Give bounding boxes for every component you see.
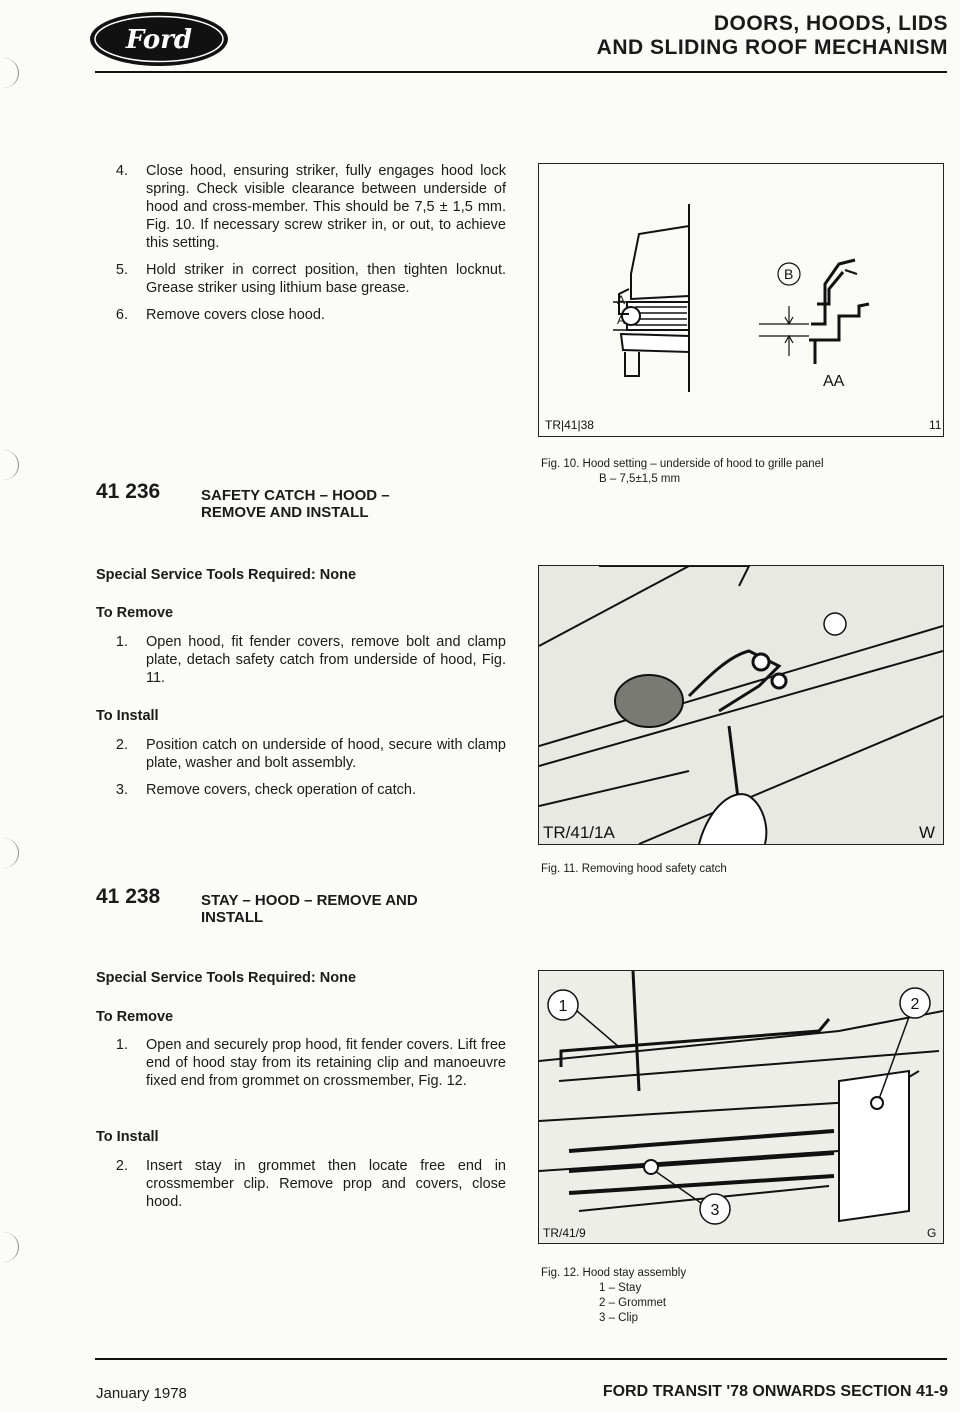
figure-12-hood-stay xyxy=(538,970,944,1244)
ford-logo xyxy=(88,10,230,68)
section-238-heading xyxy=(96,885,506,926)
step-text: Hold striker in correct position, then tighten locknut. Grease striker using lithium base grease. xyxy=(146,262,506,296)
header-rule xyxy=(95,71,947,73)
step-number: 6. xyxy=(115,307,128,323)
list-item xyxy=(96,1157,506,1211)
tools-required: Special Service Tools Required: None xyxy=(96,970,357,986)
step-text: Open hood, fit fender covers, remove bolt and clamp plate, detach safety catch from underside of hood, Fig. 11. xyxy=(146,634,506,686)
intro-steps xyxy=(96,162,506,333)
step-text: Position catch on underside of hood, secure with clamp plate, washer and bolt assembly. xyxy=(146,737,506,771)
figure-code: W xyxy=(919,823,936,842)
caption-line2: B – 7,5±1,5 mm xyxy=(599,473,681,485)
step-number: 4. xyxy=(115,163,128,179)
caption-line2: 1 – Stay xyxy=(599,1282,642,1294)
step-text: Insert stay in grommet then locate free end in crossmember clip. Remove prop and covers, close hood. xyxy=(146,1158,506,1210)
footer-date: January 1978 xyxy=(96,1385,187,1402)
label-b: B xyxy=(784,266,794,282)
figure-code: G xyxy=(927,1226,937,1240)
label-a-upper: A xyxy=(617,293,626,307)
section-number: 41 236 xyxy=(96,480,161,503)
section-title-line1: STAY – HOOD – REMOVE AND xyxy=(201,892,418,909)
step-number: 2. xyxy=(115,737,128,753)
figure-10-hood-setting xyxy=(538,163,944,437)
step-number: 2. xyxy=(115,1158,128,1174)
binder-hole xyxy=(0,450,19,480)
callout-1-label: 1 xyxy=(558,998,568,1015)
label-a-lower: A xyxy=(617,313,626,327)
step-text: Remove covers, check operation of catch. xyxy=(146,782,416,798)
figure-reference: TR|41|38 xyxy=(545,418,594,432)
section-aa-detail xyxy=(809,260,869,364)
step-number: 3. xyxy=(115,782,128,798)
section-236-heading xyxy=(96,480,506,521)
footer-section: FORD TRANSIT '78 ONWARDS SECTION 41-9 xyxy=(602,1383,948,1400)
label-aa: AA xyxy=(823,373,845,390)
step-number: 1. xyxy=(115,634,128,650)
header-title-line1: DOORS, HOODS, LIDS xyxy=(713,12,948,35)
section-title-line2: INSTALL xyxy=(201,909,264,926)
header-title xyxy=(597,12,948,60)
caption-line1: Fig. 11. Removing hood safety catch xyxy=(541,863,727,875)
footer-rule xyxy=(95,1358,947,1360)
list-item xyxy=(96,162,506,252)
step-number: 1. xyxy=(115,1037,128,1053)
figure-reference: TR/41/1A xyxy=(543,823,615,842)
pad-drawing xyxy=(615,675,683,727)
tools-required: Special Service Tools Required: None xyxy=(96,567,357,583)
list-item xyxy=(96,1036,506,1090)
section-title-line1: SAFETY CATCH – HOOD – xyxy=(201,487,390,504)
vehicle-front-drawing xyxy=(619,204,689,392)
figure-11-safety-catch xyxy=(538,565,944,845)
step-text: Close hood, ensuring striker, fully engages hood lock spring. Check visible clearance between underside of hood and cross-member. This should be 7,5 ± 1,5 mm. Fig. 10. If necessary screw striker in, or out, to achieve this setting. xyxy=(146,163,506,251)
remove-heading: To Remove xyxy=(96,1009,174,1025)
caption-line1: Fig. 12. Hood stay assembly xyxy=(541,1267,687,1279)
logo-text: Ford xyxy=(125,25,193,55)
section-number: 41 238 xyxy=(96,885,161,908)
list-item xyxy=(96,261,506,297)
caption-line1: Fig. 10. Hood setting – underside of hood to grille panel xyxy=(541,458,824,470)
step-number: 5. xyxy=(115,262,128,278)
binder-hole xyxy=(0,58,19,88)
figure-reference: TR/41/9 xyxy=(543,1226,586,1240)
remove-heading: To Remove xyxy=(96,605,174,621)
figure-11-caption xyxy=(541,862,941,877)
remove-steps xyxy=(96,633,506,696)
figure-10-caption xyxy=(541,457,941,487)
section-title xyxy=(201,483,390,521)
remove-steps xyxy=(96,1036,506,1099)
caption-line3: 2 – Grommet xyxy=(599,1297,667,1309)
figure-code: 11 xyxy=(929,418,942,432)
install-steps xyxy=(96,1157,506,1220)
section-title xyxy=(201,888,418,926)
caption-line4: 3 – Clip xyxy=(599,1312,638,1324)
callout-3-label: 3 xyxy=(710,1202,720,1219)
list-item xyxy=(96,781,506,799)
install-steps xyxy=(96,736,506,808)
binder-hole xyxy=(0,1232,19,1262)
callout-2-label: 2 xyxy=(910,996,920,1013)
figure-12-caption xyxy=(541,1266,941,1326)
list-item xyxy=(96,306,506,324)
install-heading: To Install xyxy=(96,1129,159,1145)
install-heading: To Install xyxy=(96,708,159,724)
list-item xyxy=(96,736,506,772)
list-item xyxy=(96,633,506,687)
header-title-line2: AND SLIDING ROOF MECHANISM xyxy=(596,36,948,59)
step-text: Remove covers close hood. xyxy=(146,307,325,323)
step-text: Open and securely prop hood, fit fender covers. Lift free end of hood stay from its retaining clip and manoeuvre fixed end from grommet on crossmember, Fig. 12. xyxy=(146,1037,506,1089)
section-title-line2: REMOVE AND INSTALL xyxy=(201,504,369,521)
binder-hole xyxy=(0,838,19,868)
